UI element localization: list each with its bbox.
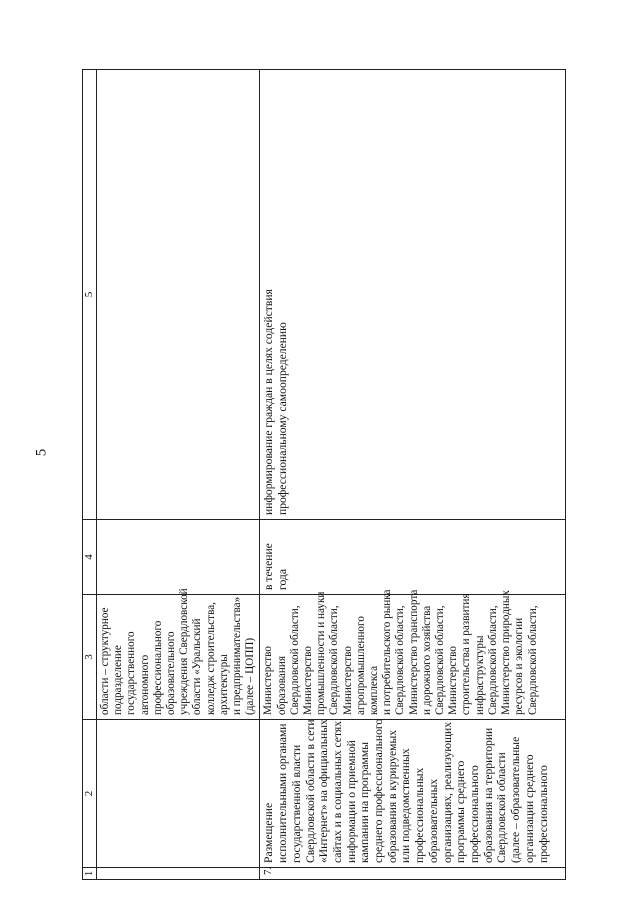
cell-responsible: области – структурное подразделение государственного автономного профессионального образовательного учреждения Свердловской области «Уральский колледж строительства, архитектуры и предпринимательства» (далее – ЦОПП) (97, 595, 260, 720)
plan-table (82, 69, 566, 880)
cell-event (97, 720, 260, 868)
cell-deadline: в течение года (260, 520, 566, 595)
cell-result: информирование граждан в целях содействия профессиональному самоопределению (260, 70, 566, 520)
header-col-3: 3 (83, 595, 97, 720)
table-row (260, 70, 566, 880)
cell-num (97, 868, 260, 880)
cell-responsible: Министерство образования Свердловской области, Министерство промышленности и науки Свердловской области, Министерство агропромышленного комплекса и потребительского рынка Свердловской области, Министерство транспорта и дорожного хозяйства Свердловской области, Министерство строительства и развития инфраструктуры Свердловской области, Министерство природных ресурсов и экологии Свердловской области, (260, 595, 566, 720)
header-row (83, 70, 97, 880)
header-col-4: 4 (83, 520, 97, 595)
cell-deadline (97, 520, 260, 595)
rotated-table-wrapper (82, 70, 566, 880)
table-row (97, 70, 260, 880)
header-col-2: 2 (83, 720, 97, 868)
page-number: 5 (33, 448, 50, 457)
cell-result (97, 70, 260, 520)
row-number: 7. (260, 868, 566, 880)
header-col-1: 1 (83, 868, 97, 880)
header-col-5: 5 (83, 70, 97, 520)
cell-event: Размещение исполнительными органами государственной власти Свердловской области в сети «Интернет» на официальных сайтах и в социальных сетях информации о приемной кампании на программы среднего профессионального образования в курируемых или подведомственных профессиональных образовательных организациях, реализующих программы среднего профессионального образования на территории Свердловской области (далее – образовательные организации среднего профессионального (260, 720, 566, 868)
